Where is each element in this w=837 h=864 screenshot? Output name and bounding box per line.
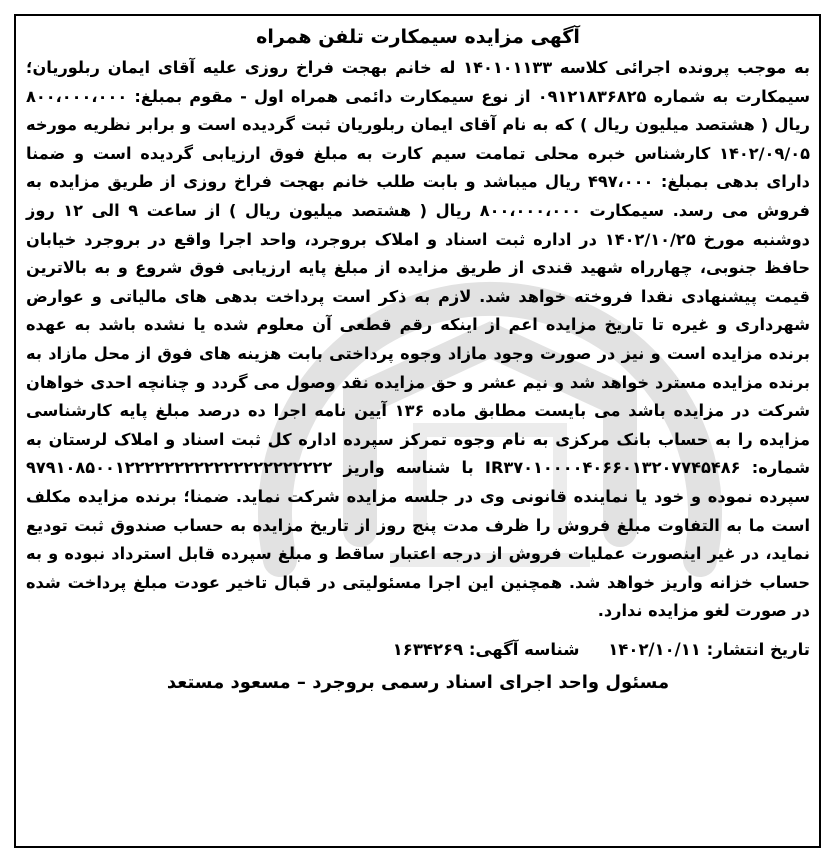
signature: مسئول واحد اجرای اسناد رسمی بروجرد – مسعود مستعد — [166, 671, 670, 693]
notice-meta — [26, 636, 810, 664]
publish-date: تاریخ انتشار: ۱۴۰۲/۱۰/۱۱ — [608, 639, 810, 659]
notice-title: آگهی مزایده سیمکارت تلفن همراه — [256, 26, 580, 48]
notice-body: به موجب پرونده اجرائی کلاسه ۱۴۰۱۰۱۱۳۳ له خانم بهجت فراخ روزی علیه آقای ایمان ربلوریان؛ سیمکارت به شماره ۰۹۱۲۱۸۳۶۸۲۵ از نوع سیمکارت دائمی همراه اول - مقوم بمبلغ: ۸۰۰،۰۰۰،۰۰۰ ریال ( هشتصد میلیون ریال ) که به نام آقای ایمان ربلوریان ثبت گردیده است و برابر نظریه مورخه ۱۴۰۲/۰۹/۰۵ کارشناس خبره محلی تمامت سیم کارت به مبلغ فوق ارزیابی گردیده است و ضمنا دارای بدهی بمبلغ: ۴۹۷،۰۰۰ ریال میباشد و بابت طلب خانم بهجت فراخ روزی از طریق مزایده به فروش می رسد. سیمکارت ۸۰۰،۰۰۰،۰۰۰ ریال ( هشتصد میلیون ریال ) از ساعت ۹ الی ۱۲ روز دوشنبه مورخ ۱۴۰۲/۱۰/۲۵ در اداره ثبت اسناد و املاک بروجرد، واحد اجرا واقع در بروجرد خیابان حافظ جنوبی، چهارراه شهید قندی از طریق مزایده از مبلغ پایه ارزیابی فوق شروع و به بالاترین قیمت پیشنهادی نقدا فروخته خواهد شد. لازم به ذکر است پرداخت بدهی های مالیاتی و عوارض شهرداری و غیره تا تاریخ مزایده اعم از اینکه رقم قطعی آن معلوم شده یا نشده باشد به عهده برنده مزایده است و نیز در صورت وجود مازاد وجوه پرداختی بابت هزینه های فوق از محل مازاد به برنده مزایده مسترد خواهد شد و نیم عشر و حق مزایده نقد وصول می گردد و چنانچه احدی خواهان شرکت در مزایده باشد می بایست مطابق ماده ۱۳۶ آیین نامه اجرا ده درصد مبلغ پایه کارشناسی مزایده را به حساب بانک مرکزی به نام وجوه تمرکز سپرده اداره کل ثبت اسناد و املاک لرستان به شماره: IR۳۷۰۱۰۰۰۰۴۰۶۶۰۱۳۲۰۷۷۴۵۴۸۶ با شناسه واریز ۹۷۹۱۰۸۵۰۰۱۲۲۲۲۲۲۲۲۲۲۲۲۲۲۲۲۲۲۲۲۲ سپرده نموده و خود یا نماینده قانونی وی در جلسه مزایده شرکت نماید. ضمنا؛ برنده مزایده مکلف است ما به التفاوت مبلغ فروش را ظرف مدت پنج روز از تاریخ مزایده به حساب صندوق ثبت تودیع نماید، در غیر اینصورت عملیات فروش از درجه اعتبار ساقط و مبلغ سپرده قابل استرداد نبوده و به حساب خزانه واریز خواهد شد. همچنین این اجرا مسئولیتی در قبال تاخیر عودت مبلغ پرداخت شده در صورت لغو مزایده ندارد. — [26, 58, 810, 621]
ad-id: شناسه آگهی: ۱۶۳۴۲۶۹ — [392, 639, 580, 659]
notice-content — [26, 22, 810, 698]
